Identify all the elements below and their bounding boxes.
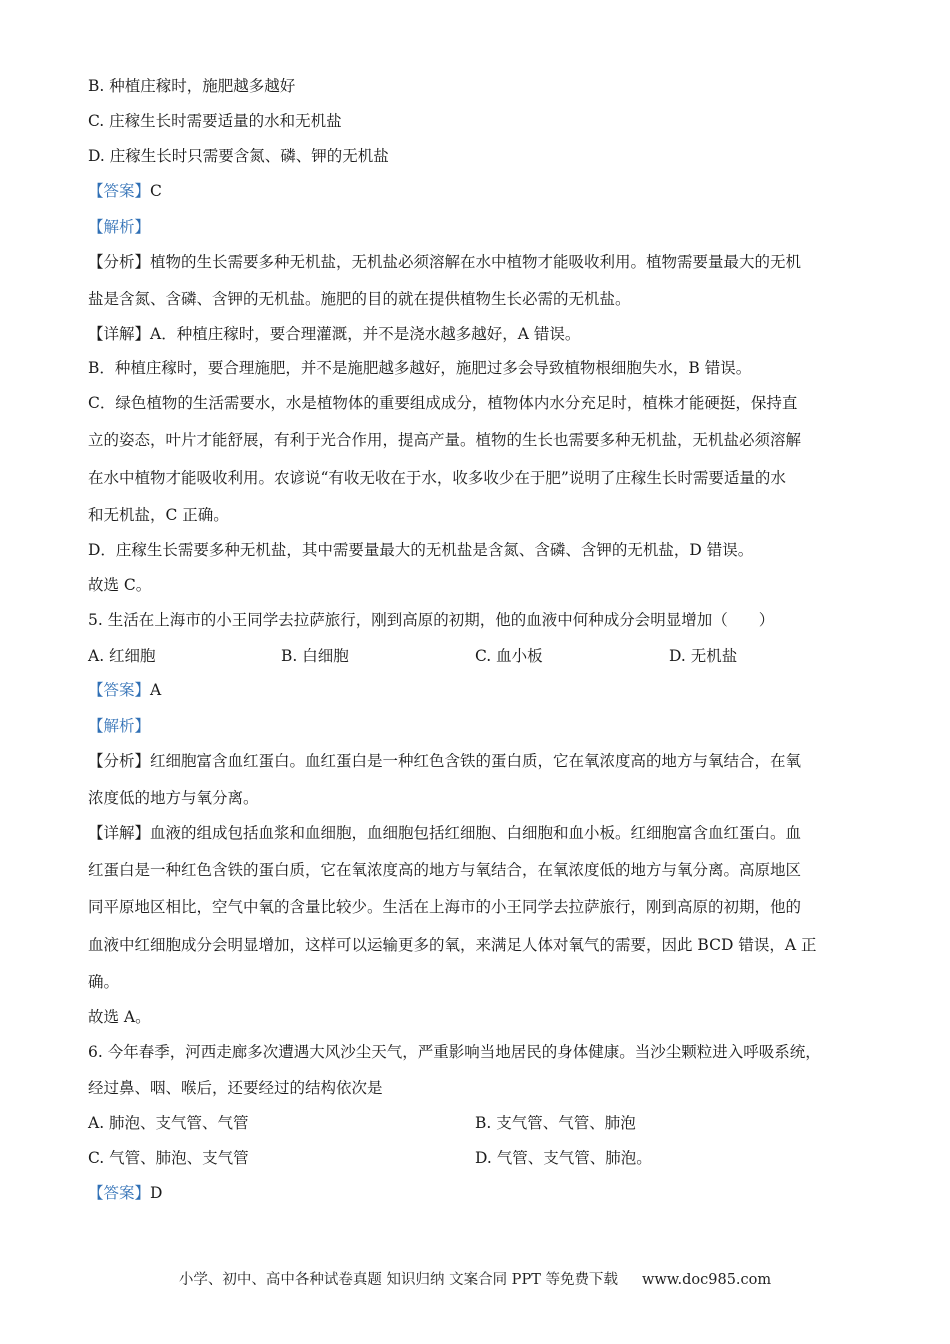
- q4-xiangjie-line: 和无机盐，C 正确。: [88, 506, 229, 524]
- q5-xiangjie-line: 红蛋白是一种红色含铁的蛋白质，它在氧浓度高的地方与氧结合，在氧浓度低的地方与氧分离。高原地区: [88, 861, 802, 879]
- answer-tag: 【答案】: [88, 681, 151, 699]
- answer-value: D: [150, 1184, 163, 1202]
- page-footer: [0, 1268, 950, 1289]
- q6-option-b: B. 支气管、气管、肺泡: [475, 1114, 636, 1132]
- q4-analysis-tag: 【解析】: [88, 218, 151, 236]
- answer-value: A: [150, 681, 162, 699]
- footer-url[interactable]: www.doc985.com: [641, 1272, 772, 1288]
- q5-analysis-tag: 【解析】: [88, 717, 151, 735]
- q5-option-a: A. 红细胞: [88, 647, 156, 665]
- fenxi-tag: 【分析】: [88, 752, 151, 770]
- q6-option-d: D. 气管、支气管、肺泡。: [475, 1149, 652, 1167]
- q4-xiangjie-line: C．绿色植物的生活需要水，水是植物体的重要组成成分，植物体内水分充足时，植株才能硬挺，保持直: [88, 394, 798, 412]
- answer-tag: 【答案】: [88, 182, 151, 200]
- answer-value: C: [150, 182, 162, 200]
- q4-fenxi-line-2: 盐是含氮、含磷、含钾的无机盐。施肥的目的就在提供植物生长必需的无机盐。: [88, 290, 631, 308]
- fenxi-text: 红细胞富含血红蛋白。血红蛋白是一种红色含铁的蛋白质，它在氧浓度高的地方与氧结合，在氧: [150, 752, 802, 770]
- q5-answer: [88, 680, 161, 700]
- xiangjie-text: A．种植庄稼时，要合理灌溉，并不是浇水越多越好，A 错误。: [150, 325, 581, 343]
- q4-xiangjie-line: 立的姿态，叶片才能舒展，有利于光合作用，提高产量。植物的生长也需要多种无机盐，无机盐必须溶解: [88, 431, 802, 449]
- q5-fenxi: [88, 751, 801, 771]
- q4-option-c: C. 庄稼生长时需要适量的水和无机盐: [88, 112, 342, 130]
- q4-answer: [88, 181, 162, 201]
- q5-xiangjie-line: 同平原地区相比，空气中氧的含量比较少。生活在上海市的小王同学去拉萨旅行，刚到高原的初期，他的: [88, 898, 802, 916]
- q5-xiangjie: [88, 823, 801, 843]
- q5-option-c: C. 血小板: [475, 647, 543, 665]
- q5-xiangjie-line: 确。: [88, 973, 120, 991]
- answer-tag: 【答案】: [88, 1184, 151, 1202]
- fenxi-text: 植物的生长需要多种无机盐，无机盐必须溶解在水中植物才能吸收利用。植物需要量最大的无机: [150, 253, 802, 271]
- q5-fenxi-line-2: 浓度低的地方与氧分离。: [88, 789, 259, 807]
- xiangjie-tag: 【详解】: [88, 824, 151, 842]
- q5-xiangjie-line: 血液中红细胞成分会明显增加，这样可以运输更多的氧，来满足人体对氧气的需要，因此 BCD 错误，A 正: [88, 936, 817, 954]
- q6-option-c: C. 气管、肺泡、支气管: [88, 1149, 249, 1167]
- q4-xiangjie-line: B．种植庄稼时，要合理施肥，并不是施肥越多越好，施肥过多会导致植物根细胞失水，B 错误。: [88, 359, 752, 377]
- q4-xiangjie: [88, 324, 580, 344]
- xiangjie-tag: 【详解】: [88, 325, 151, 343]
- q5-option-d: D. 无机盐: [669, 647, 738, 665]
- q4-option-b: B. 种植庄稼时，施肥越多越好: [88, 77, 296, 95]
- q4-option-d: D. 庄稼生长时只需要含氮、磷、钾的无机盐: [88, 147, 389, 165]
- xiangjie-text: 血液的组成包括血浆和血细胞，血细胞包括红细胞、白细胞和血小板。红细胞富含血红蛋白。血: [150, 824, 802, 842]
- q4-conclusion: 故选 C。: [88, 576, 152, 594]
- q5-conclusion: 故选 A。: [88, 1008, 151, 1026]
- q5-question: 5. 生活在上海市的小王同学去拉萨旅行，刚到高原的初期，他的血液中何种成分会明显增加（ ）: [88, 611, 775, 629]
- q6-answer: [88, 1183, 162, 1203]
- fenxi-tag: 【分析】: [88, 253, 151, 271]
- q6-question: 6. 今年春季，河西走廊多次遭遇大风沙尘天气，严重影响当地居民的身体健康。当沙尘颗粒进入呼吸系统，: [88, 1043, 821, 1061]
- q4-xiangjie-line: D．庄稼生长需要多种无机盐，其中需要量最大的无机盐是含氮、含磷、含钾的无机盐，D 错误。: [88, 541, 754, 559]
- q4-fenxi: [88, 252, 801, 272]
- footer-text: 小学、初中、高中各种试卷真题 知识归纳 文案合同 PPT 等免费下载: [178, 1272, 618, 1288]
- q6-question-line-2: 经过鼻、咽、喉后，还要经过的结构依次是: [88, 1079, 383, 1097]
- q5-option-b: B. 白细胞: [281, 647, 349, 665]
- q4-xiangjie-line: 在水中植物才能吸收利用。农谚说“有收无收在于水，收多收少在于肥”说明了庄稼生长时需要适量的水: [88, 469, 786, 487]
- q6-option-a: A. 肺泡、支气管、气管: [88, 1114, 249, 1132]
